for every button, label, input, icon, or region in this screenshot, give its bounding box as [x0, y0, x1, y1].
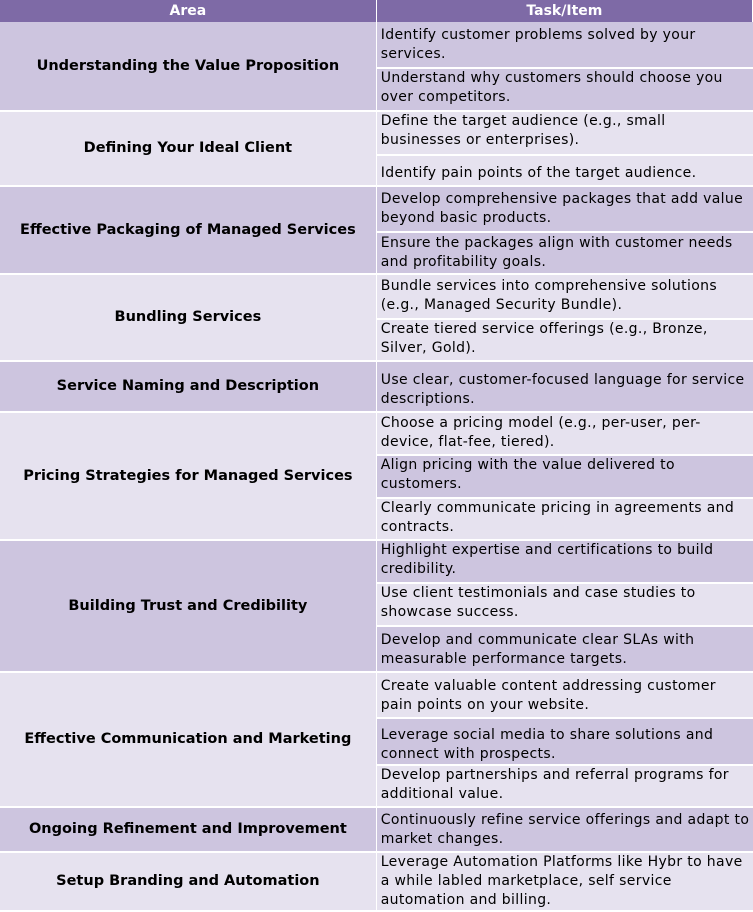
task-cell: [376, 155, 752, 186]
table-row: [0, 361, 753, 412]
task-text: Develop partnerships and referral programs for additional value.: [380, 767, 729, 802]
task-text: Understand why customers should choose you over competitors.: [380, 70, 723, 105]
task-text: Choose a pricing model (e.g., per-user, per-device, flat-fee, tiered).: [380, 415, 701, 450]
task-text: Create tiered service offerings (e.g., Bronze, Silver, Gold).: [380, 321, 708, 356]
area-cell: Building Trust and Credibility: [0, 540, 376, 672]
task-cell: [376, 672, 752, 718]
task-text: Define the target audience (e.g., small businesses or enterprises).: [380, 113, 666, 148]
task-text: Develop and communicate clear SLAs with measurable performance targets.: [380, 632, 695, 667]
task-text: Use client testimonials and case studies to showcase success.: [380, 585, 696, 620]
table-row: [0, 807, 753, 852]
area-cell: Understanding the Value Proposition: [0, 22, 376, 111]
task-cell: [376, 274, 752, 319]
area-cell: Pricing Strategies for Managed Services: [0, 412, 376, 540]
task-text: Identify customer problems solved by your services.: [380, 27, 696, 62]
area-cell: Service Naming and Description: [0, 361, 376, 412]
table-row: [0, 672, 753, 718]
task-cell: [376, 807, 752, 852]
table-row: [0, 852, 753, 911]
task-text: Highlight expertise and certifications to build credibility.: [380, 542, 714, 577]
table-row: [0, 540, 753, 583]
task-text: Use clear, customer-focused language for service descriptions.: [380, 372, 745, 407]
task-text: Develop comprehensive packages that add value beyond basic products.: [380, 191, 744, 226]
task-cell: [376, 68, 752, 111]
task-cell: [376, 319, 752, 361]
area-cell: Effective Packaging of Managed Services: [0, 186, 376, 274]
area-cell: Setup Branding and Automation: [0, 852, 376, 911]
task-text: Clearly communicate pricing in agreements and contracts.: [380, 500, 735, 535]
task-cell: [376, 852, 752, 911]
header-row: [0, 0, 753, 22]
table-row: [0, 412, 753, 455]
task-cell: [376, 626, 752, 672]
table-row: [0, 186, 753, 232]
task-text: Ensure the packages align with customer needs and profitability goals.: [380, 235, 733, 270]
area-cell: Effective Communication and Marketing: [0, 672, 376, 807]
table-row: [0, 111, 753, 155]
task-cell: [376, 455, 752, 498]
task-cell: [376, 583, 752, 626]
task-cell: [376, 498, 752, 540]
task-cell: [376, 111, 752, 155]
task-cell: [376, 412, 752, 455]
area-cell: Defining Your Ideal Client: [0, 111, 376, 186]
table-row: [0, 274, 753, 319]
task-cell: [376, 186, 752, 232]
task-text: Bundle services into comprehensive solutions (e.g., Managed Security Bundle).: [380, 278, 717, 313]
task-text: Leverage social media to share solutions and connect with prospects.: [380, 727, 714, 762]
task-column-header: Task/Item: [376, 0, 752, 22]
table-row: [0, 22, 753, 68]
task-cell: [376, 765, 752, 807]
area-cell: Ongoing Refinement and Improvement: [0, 807, 376, 852]
task-text: Create valuable content addressing customer pain points on your website.: [380, 678, 716, 713]
task-cell: [376, 361, 752, 412]
task-text: Leverage Automation Platforms like Hybr to have a while labled marketplace, self service automation and billing.: [380, 854, 743, 908]
task-cell: [376, 22, 752, 68]
task-text: Align pricing with the value delivered to customers.: [380, 457, 675, 492]
task-cell: [376, 718, 752, 765]
task-text: Continuously refine service offerings and adapt to market changes.: [380, 812, 750, 847]
area-cell: Bundling Services: [0, 274, 376, 361]
task-text: Identify pain points of the target audience.: [380, 165, 697, 181]
task-cell: [376, 232, 752, 274]
task-cell: [376, 540, 752, 583]
area-column-header: Area: [0, 0, 376, 22]
